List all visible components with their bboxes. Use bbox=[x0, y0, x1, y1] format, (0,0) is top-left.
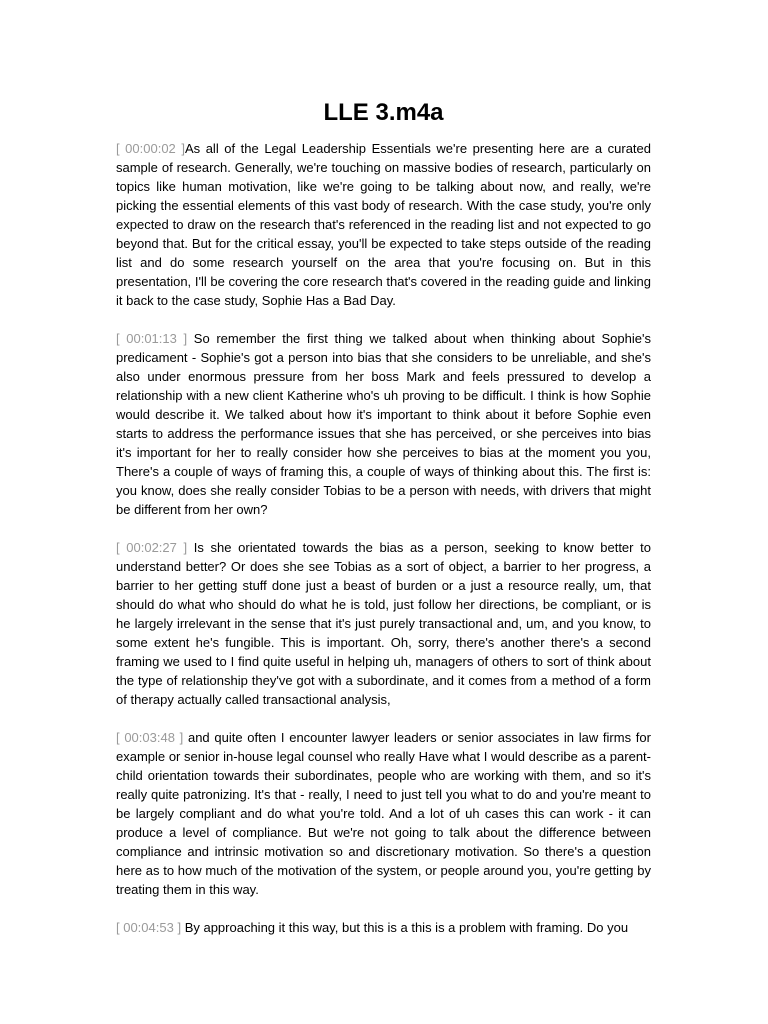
transcript-page bbox=[116, 96, 651, 956]
transcript-paragraph bbox=[116, 728, 651, 899]
timestamp: [ 00:00:02 ] bbox=[116, 141, 185, 156]
paragraph-text: and quite often I encounter lawyer leaders or senior associates in law firms for example or senior in-house legal counsel who really Have what I would describe as a parent-child orientation towards their subordinates, people who are working with them, and so it's really quite patronizing. It's that - really, I need to just tell you what to do and you're meant to be largely compliant and do what you're told. And a lot of uh cases this can work - it can produce a level of compliance. But we're not going to talk about the difference between compliance and intrinsic motivation so and discretionary motivation. So there's a question here as to how much of the motivation of the system, or people around you, you're getting by treating them in this way. bbox=[116, 730, 651, 897]
transcript-paragraph bbox=[116, 538, 651, 709]
timestamp: [ 00:03:48 ] bbox=[116, 730, 184, 745]
transcript-paragraph bbox=[116, 329, 651, 519]
paragraph-text: By approaching it this way, but this is a this is a problem with framing. Do you bbox=[184, 920, 629, 935]
paragraph-text: So remember the first thing we talked about when thinking about Sophie's predicament - Sophie's got a person into bias that she considers to be unreliable, and she's also under enormous pressure from her boss Mark and feels pressured to develop a relationship with a new client Katherine who's uh proving to be difficult. I think is how Sophie would describe it. We talked about how it's important to think about it before Sophie even starts to address the performance issues that she has perceived, or she perceives into bias it's important for her to really consider how she perceives to bias at the moment you you, There's a couple of ways of framing this, a couple of ways of thinking about this. The first is: you know, does she really consider Tobias to be a person with needs, with drivers that might be different from her own? bbox=[116, 331, 651, 517]
paragraph-text: As all of the Legal Leadership Essentials we're presenting here are a curated sample of research. Generally, we're touching on massive bodies of research, particularly on topics like human motivation, like we're going to be talking about now, and really, we're picking the essential elements of this vast body of research. With the case study, you're only expected to draw on the research that's referenced in the reading list and not expected to go beyond that. But for the critical essay, you'll be expected to take steps outside of the reading list and do some research yourself on the area that you're focusing on. But in this presentation, I'll be covering the core research that's covered in the reading guide and linking it back to the case study, Sophie Has a Bad Day. bbox=[116, 141, 651, 308]
transcript-paragraph bbox=[116, 918, 651, 937]
timestamp: [ 00:02:27 ] bbox=[116, 540, 188, 555]
timestamp: [ 00:04:53 ] bbox=[116, 920, 182, 935]
transcript-paragraph bbox=[116, 139, 651, 310]
document-title: LLE 3.m4a bbox=[323, 99, 444, 126]
paragraph-text: Is she orientated towards the bias as a person, seeking to know better to understand better? Or does she see Tobias as a sort of object, a barrier to her progress, a barrier to her getting stuff done just a beast of burden or a just a resource really, um, that should do what who should do what he is told, just follow her directions, be compliant, or is he largely irrelevant in the sense that it's just purely transactional and, um, and you know, to some extent he's fungible. This is important. Oh, sorry, there's another there's a second framing we used to I find quite useful in helping uh, managers of others to sort of think about the type of relationship they've got with a subordinate, and it comes from a method of a form of therapy actually called transactional analysis, bbox=[116, 540, 651, 707]
timestamp: [ 00:01:13 ] bbox=[116, 331, 188, 346]
